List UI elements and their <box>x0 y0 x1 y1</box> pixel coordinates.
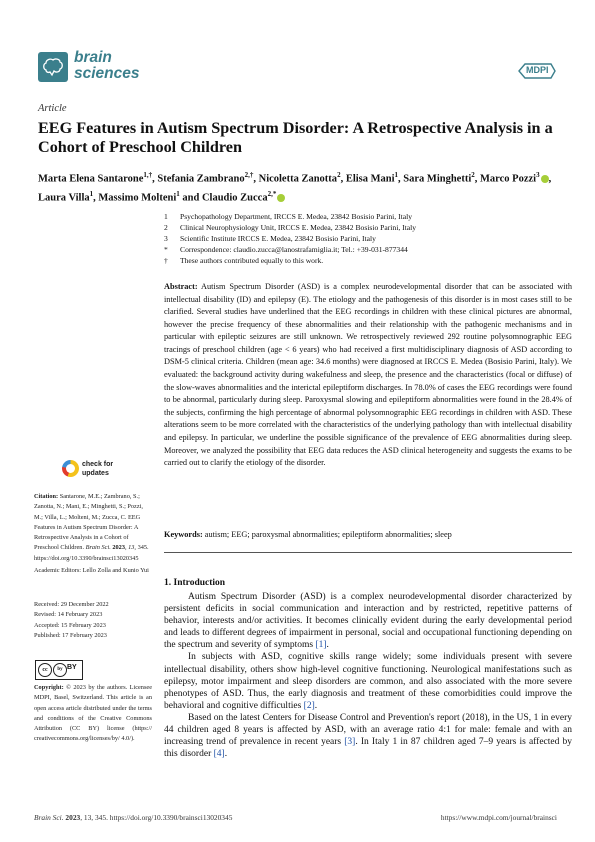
affiliation-item <box>164 256 564 267</box>
author-name[interactable]: Laura Villa <box>38 192 90 203</box>
paragraph-text: . <box>326 640 329 651</box>
author-affiliation-mark: 1 <box>176 189 180 198</box>
journal-name-line1: brain <box>74 49 112 66</box>
citation-link[interactable]: [3] <box>344 737 356 748</box>
citation-link[interactable]: [4] <box>213 749 225 760</box>
affiliation-text: Correspondence: claudio.zucca@lanostrafamiglia.it; Tel.: +39-031-877344 <box>180 244 408 254</box>
orcid-icon[interactable] <box>277 194 285 202</box>
author-affiliation-mark: 3 <box>536 171 540 179</box>
paragraph <box>164 591 572 651</box>
affiliation-item <box>164 234 564 245</box>
editors-block <box>34 566 152 576</box>
orcid-icon[interactable] <box>541 175 549 183</box>
author-affiliation-mark: 1 <box>394 171 399 179</box>
editors-names: Lello Zolla and Kunio Yui <box>82 567 149 574</box>
abstract-label: Abstract: <box>164 282 198 291</box>
citation-block: Citation: Santarone, M.E.; Zambrano, S.; Zanotta, N.; Mani, E.; Minghetti, S.; Pozzi, M.; Villa, L.; Molteni, M.; Zucca, C. EEG Features in Autism Spectrum Disorder: A Retrospective Analysis in a Cohort of Preschool Children. Brain Sci. 2023, 13, 345. https://doi.org/10.3390/brainsci13020345 <box>34 493 149 562</box>
date-item: Revised: 14 February 2023 <box>34 611 103 619</box>
footer-year: 2023 <box>65 813 81 822</box>
author-name[interactable]: Claudio Zucca <box>201 192 268 203</box>
section-heading: 1. Introduction <box>164 578 226 588</box>
paragraph-text: . In Italy 1 in 87 children aged 7–9 years is affected by this disorder <box>164 737 573 760</box>
date-item: Published: 17 February 2023 <box>34 631 107 639</box>
abstract-text: Autism Spectrum Disorder (ASD) is a complex neurodevelopmental disorder that can be associated with intellectual disability (ID) and epilepsy (E). The etiology and the pathogenesis of this disorder is in most cases still to be clarified. Several studies have underlined that the EEG recordings in children with these clinical pictures are abnormal, however the precise frequency of these abnormalities and their relationship with the pathogenic mechanisms and in particular with epileptic seizures are still unknown. We retrospectively reviewed 292 routine polysomnographic EEG tracings of preschool children (age < 6 years) who had received a first multidisciplinary diagnosis of ASD according to DSM-5 clinical criteria. Children (mean age: 34.6 months) were diagnosed at IRCCS E. Medea (Bosisio Parini, Italy). We evaluated: the background activity during wakefulness and sleep, the presence and the characteristics (focal or diffuse) of the slow-waves abnormalities and the interictal epileptiform discharges. In 78.0% of cases the EEG recordings were found to be abnormal, particularly during sleep. Paroxysmal slowing and epileptiform abnormalities were found in the 28.4% of the subjects, confirming the high percentage of abnormal polysomnographic EEG recordings in children with ASD. These alterations seem to be more correlated with the characteristics of the underlying pathology than with intellectual disability and epilepsy. In particular, we underline the possible significance of the prevalence of EEG abnormalities during sleep. Moreover, we analyzed the possibility that EEG data reduces the ASD clinical heterogeneity and suggests the exams to be carried out to clarify the etiology of the disorder. <box>164 282 572 468</box>
keywords <box>164 529 572 541</box>
affiliation-item <box>164 245 564 256</box>
author-affiliation-mark: 2 <box>471 171 475 179</box>
paragraph-text: . <box>314 700 318 711</box>
mdpi-logo-text: MDPI <box>526 65 549 75</box>
author-name[interactable]: Marco Pozzi <box>479 173 537 185</box>
author-name[interactable]: Elisa Mani <box>345 173 395 185</box>
citation-volume: 13 <box>128 544 135 552</box>
paragraph-text: Autism Spectrum Disorder (ASD) is a complex neurodevelopmental disorder characterized by persistent deficits in social communication and interaction and by restricted, repetitive patterns of behavior, interests and/or activities. It becomes clinically evident during the early developmental period and leads to different degrees of impairment in personal, social and occupational functioning depending on the spectrum and severity of symptoms <box>164 592 572 651</box>
article-type: Article <box>38 103 67 114</box>
citation-label: Citation: <box>34 493 59 500</box>
brain-icon <box>38 52 68 82</box>
affiliation-mark: † <box>164 255 168 265</box>
affiliations <box>164 212 564 267</box>
affiliation-text: Scientific Institute IRCCS E. Medea, 23842 Bosisio Parini, Italy <box>180 233 376 243</box>
page-title: EEG Features in Autism Spectrum Disorder: A Retrospective Analysis in a Cohort of Preschool Children <box>38 119 553 156</box>
affiliation-mark: 3 <box>164 233 168 243</box>
affiliation-text: Psychopathology Department, IRCCS E. Medea, 23842 Bosisio Parini, Italy <box>180 212 413 221</box>
author-name[interactable]: Marta Elena Santarone <box>38 173 144 185</box>
paragraph-text: In subjects with ASD, cognitive skills range widely; some individuals present with severe intellectual disability, others show high-level cognitive functioning. Neurological manifestations such as epilepsy, motor impairment and sleep disorders are common, and also associated with the more severe phenotypes of ASD. Thus, the early diagnosis and treatment of these comorbidities could improve the behavioral and cognitive difficulties <box>164 652 572 711</box>
copyright-text: © 2023 by the authors. Licensee MDPI, Basel, Switzerland. This article is an open access article distributed under the terms and conditions of the Creative Commons Attribution (CC BY) license (https:// creativecommons.org/licenses/by/ 4.0/). <box>34 684 152 743</box>
citation-link[interactable]: [1] <box>315 640 327 651</box>
citation-doi[interactable]: https://doi.org/10.3390/brainsci13020345 <box>34 554 139 562</box>
dates-list <box>34 600 152 641</box>
footer-journal: Brain Sci. <box>34 813 64 822</box>
keywords-label: Keywords: <box>164 530 203 539</box>
citation-year: 2023 <box>112 544 125 552</box>
cc-by-license-badge[interactable] <box>35 660 83 680</box>
paragraph <box>164 712 572 760</box>
affiliation-mark: 1 <box>164 212 168 221</box>
footer-citation <box>34 813 232 822</box>
date-item: Accepted: 15 February 2023 <box>34 621 106 629</box>
author-affiliation-mark: 1 <box>89 189 94 198</box>
editors-label: Academic Editors: <box>34 567 82 574</box>
author-name[interactable]: Sara Minghetti <box>403 173 472 185</box>
affiliation-text: These authors contributed equally to this work. <box>180 255 324 265</box>
date-item: Received: 29 December 2022 <box>34 601 109 608</box>
citation-link[interactable]: [2] <box>303 700 315 711</box>
footer-rest[interactable]: , 13, 345. https://doi.org/10.3390/brainsci13020345 <box>80 813 233 822</box>
affiliation-text: Clinical Neurophysiology Unit, IRCCS E. Medea, 23842 Bosisio Parini, Italy <box>180 222 417 232</box>
author-affiliation-mark: 1,† <box>143 171 153 179</box>
citation-journal: Brain Sci. <box>85 544 111 552</box>
author-affiliation-mark: 2,* <box>267 189 277 198</box>
affiliation-item <box>164 223 564 234</box>
mdpi-logo <box>517 62 557 80</box>
footer-journal-url[interactable]: https://www.mdpi.com/journal/brainsci <box>440 813 557 822</box>
check-for-updates-icon[interactable] <box>62 460 79 477</box>
abstract <box>164 281 572 470</box>
author-name[interactable]: Massimo Molteni <box>98 192 177 203</box>
check-for-updates-button[interactable] <box>82 461 113 478</box>
cc-icon: cc <box>38 663 52 677</box>
by-icon: by <box>53 663 67 677</box>
paragraph <box>164 651 572 711</box>
citation-text: Santarone, M.E.; Zambrano, S.; Zanotta, N.; Mani, E.; Minghetti, S.; Pozzi, M.; Villa, L.; Molteni, M.; Zucca, C. EEG Features in Autism Spectrum Disorder: A Retrospective Analysis in a Cohort of Preschool Children. <box>34 493 143 552</box>
paragraph-text: . <box>224 749 228 760</box>
license-badge-text: BY <box>67 664 77 671</box>
author-affiliation-mark: 2 <box>337 171 341 179</box>
affiliation-mark: 2 <box>164 222 168 232</box>
copyright-block <box>34 683 152 745</box>
journal-name <box>74 50 140 82</box>
check-for-updates-line2: updates <box>82 469 109 477</box>
author-name[interactable]: Nicoletta Zanotta <box>258 173 338 185</box>
author-list: Marta Elena Santarone$^{1,\dagger}$, Stefania Zambrano$^{2,\dagger}$, Nicoletta Zanotta$^2$, Elisa Mani$^1$, Sara Minghetti$^2$, Marco Pozzi$^3$ , Laura Villa$^1$, Massimo Molteni$^1$ and Claudio Zucca$^{2,*}$ <box>38 171 552 203</box>
citation-pages: , 345. <box>134 544 149 552</box>
keywords-text: autism; EEG; paroxysmal abnormalities; epileptiform abnormalities; sleep <box>204 530 452 539</box>
check-for-updates-line1: check for <box>82 461 114 468</box>
author-affiliation-mark: 2,† <box>244 171 254 179</box>
introduction-body <box>164 591 572 760</box>
affiliation-item <box>164 212 564 223</box>
affiliation-mark: * <box>164 244 168 254</box>
divider <box>164 552 572 553</box>
journal-name-line2: sciences <box>74 65 140 82</box>
journal-logo-icon <box>38 52 68 82</box>
paragraph-text: Based on the latest Centers for Disease Control and Prevention's report (2018), in the US, 1 in every 44 children aged 8 years is affected by ASD, with an average ratio 4:1 for male: female and with an increasing trend of prevalence in recent years <box>164 712 572 748</box>
author-name[interactable]: Stefania Zambrano <box>157 173 245 185</box>
copyright-label: Copyright: <box>34 684 64 691</box>
